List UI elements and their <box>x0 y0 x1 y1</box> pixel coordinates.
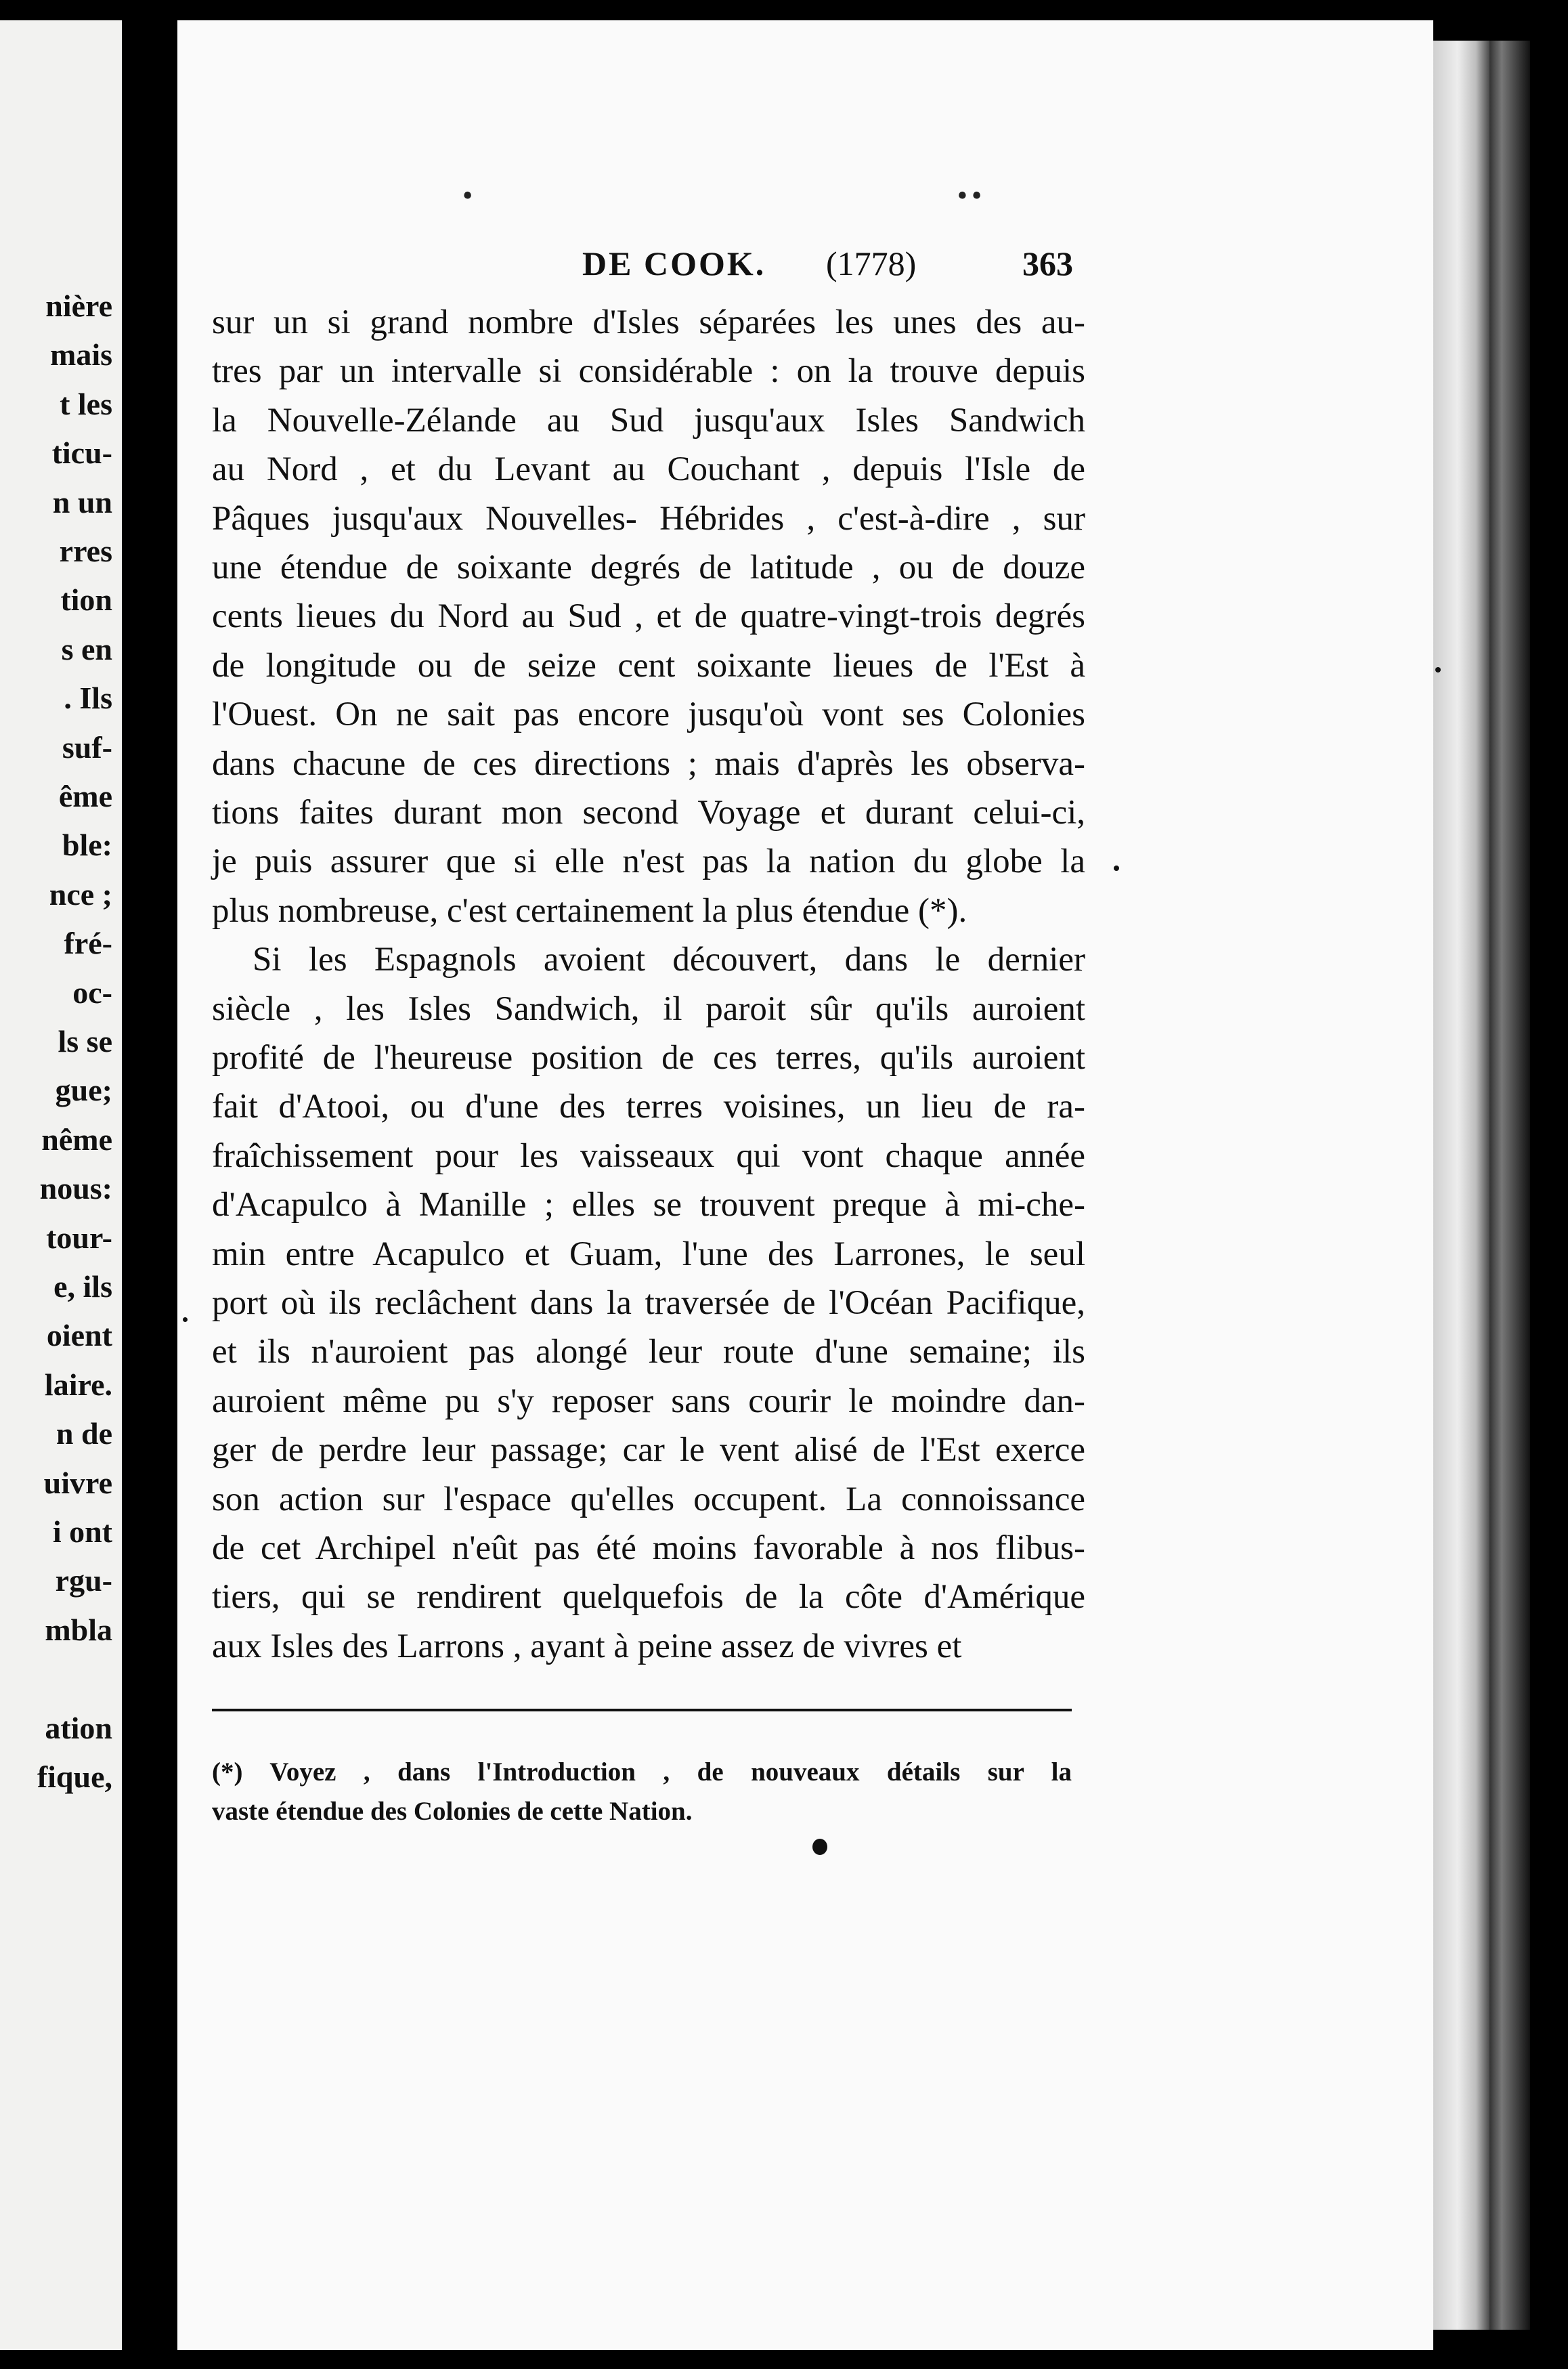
body-text <box>212 298 1085 1680</box>
text-line: la Nouvelle-Zélande au Sud jusqu'aux Isles Sandwich <box>212 401 1085 440</box>
previous-page-text-fragment: gue; <box>55 1073 112 1108</box>
ink-speck <box>183 1317 188 1322</box>
text-line: fraîchissement pour les vaisseaux qui vont chaque année <box>212 1136 1085 1175</box>
book-gutter <box>122 0 177 2369</box>
text-line: tions faites durant mon second Voyage et durant celui-ci, <box>212 794 1085 832</box>
footnote-rule <box>212 1709 1072 1711</box>
footnote-line: vaste étendue des Colonies de cette Nation. <box>212 1797 693 1826</box>
previous-page-text-fragment: e, ils <box>53 1269 112 1304</box>
text-line: Pâques jusqu'aux Nouvelles- Hébrides , c'est-à-dire , sur <box>212 499 1085 538</box>
text-line: de cet Archipel n'eût pas été moins favorable à nos flibus- <box>212 1529 1085 1567</box>
previous-page-text-fragment: mais <box>50 337 112 372</box>
previous-page-text-fragment: fique, <box>37 1759 112 1794</box>
text-line: ger de perdre leur passage; car le vent alisé de l'Est exerce <box>212 1431 1085 1470</box>
previous-page-text-fragment: n de <box>56 1416 112 1451</box>
running-head-year: (1778) <box>826 244 917 282</box>
page-edge-shadow <box>1489 41 1530 2330</box>
previous-page-text-fragment: nière <box>45 289 112 323</box>
text-line: siècle , les Isles Sandwich, il paroit sûr qu'ils auroient <box>212 989 1085 1028</box>
previous-page-text-fragment: mbla <box>45 1612 112 1647</box>
text-line: je puis assurer que si elle n'est pas la nation du globe la <box>212 842 1085 881</box>
text-line: fait d'Atooi, ou d'une des terres voisines, un lieu de ra- <box>212 1088 1085 1126</box>
text-line: dans chacune de ces directions ; mais d'après les observa- <box>212 744 1085 783</box>
previous-page-text-fragment: tour- <box>46 1220 112 1255</box>
text-line: une étendue de soixante degrés de latitude , ou de douze <box>212 549 1085 586</box>
previous-page-text-fragment: rres <box>59 534 112 568</box>
previous-page-text-fragment: rgu- <box>55 1563 112 1598</box>
text-line: son action sur l'espace qu'elles occupent. La connoissance <box>212 1480 1085 1518</box>
text-line: d'Acapulco à Manille ; elles se trouvent preque à mi-che- <box>212 1186 1085 1224</box>
running-head <box>582 244 1110 291</box>
footnote <box>212 1753 1072 1831</box>
text-line: min entre Acapulco et Guam, l'une des Larrones, le seul <box>212 1235 1085 1273</box>
previous-page-text-fragment: laire. <box>44 1367 112 1402</box>
previous-page-text-fragment: oient <box>46 1318 112 1353</box>
ornament-marks: • •• <box>460 183 984 211</box>
text-line: et ils n'auroient pas alongé leur route d'une semaine; ils <box>212 1333 1085 1371</box>
text-line: port où ils reclâchent dans la traversée de l'Océan Pacifique, <box>212 1284 1085 1322</box>
ink-speck <box>812 1839 827 1855</box>
previous-page-text-fragment: i ont <box>52 1514 112 1549</box>
previous-page-text-fragment: ls se <box>58 1024 112 1059</box>
text-line: tres par un intervalle si considérable : on la trouve depuis <box>212 352 1085 391</box>
ink-speck <box>1435 667 1441 673</box>
running-head-title: DE COOK. <box>582 244 766 282</box>
previous-page-text-fragment: t les <box>60 386 112 421</box>
previous-page-text-fragment: ation <box>45 1710 112 1745</box>
previous-page-text-fragment: oc- <box>72 975 112 1010</box>
text-line: profité de l'heureuse position de ces terres, qu'ils auroient <box>212 1039 1085 1077</box>
previous-page-text-fragment: n un <box>52 484 112 519</box>
previous-page-text-fragment: suf- <box>62 729 112 765</box>
previous-page-text-fragment: ticu- <box>51 435 112 471</box>
previous-page-text-fragment: uivre <box>43 1465 112 1500</box>
text-line: l'Ouest. On ne sait pas encore jusqu'où vont ses Colonies <box>212 696 1085 734</box>
text-line: cents lieues du Nord au Sud , et de quatre-vingt-trois degrés <box>212 597 1085 636</box>
page-edge <box>1433 41 1494 2330</box>
previous-page-text-fragment: fré- <box>64 926 112 961</box>
previous-page-text-fragment: ble: <box>62 828 112 863</box>
text-line: de longitude ou de seize cent soixante lieues de l'Est à <box>212 646 1085 685</box>
previous-page-text-fragment: . Ils <box>64 681 112 716</box>
previous-page-text-fragment: nous: <box>39 1171 112 1206</box>
ink-speck <box>1114 866 1119 871</box>
text-line: au Nord , et du Levant au Couchant , depuis l'Isle de <box>212 450 1085 489</box>
text-line: auroient même pu s'y reposer sans courir le moindre dan- <box>212 1382 1085 1420</box>
footnote-line: (*) Voyez , dans l'Introduction , de nouveaux détails sur la <box>212 1757 1072 1787</box>
text-line: plus nombreuse, c'est certainement la plus étendue (*). <box>212 891 967 930</box>
previous-page-text-fragment: tion <box>60 582 112 618</box>
page-number: 363 <box>1022 244 1073 282</box>
previous-page-text-fragment: nême <box>41 1122 112 1157</box>
text-line: Si les Espagnols avoient découvert, dans le dernier <box>253 941 1085 979</box>
previous-page-text-fragment: s en <box>61 631 112 666</box>
text-line: sur un si grand nombre d'Isles séparées les unes des au- <box>212 303 1085 341</box>
text-line: aux Isles des Larrons , ayant à peine assez de vivres et <box>212 1627 962 1665</box>
previous-page-text-fragment: ême <box>58 779 112 813</box>
previous-page-text-fragment: nce ; <box>49 876 112 912</box>
previous-page-fragment <box>0 20 122 2350</box>
text-line: tiers, qui se rendirent quelquefois de la côte d'Amérique <box>212 1578 1085 1617</box>
